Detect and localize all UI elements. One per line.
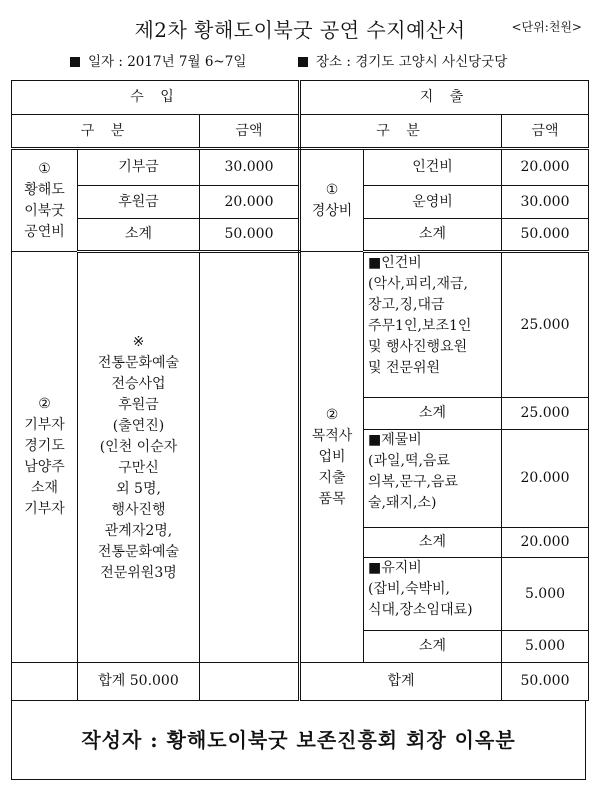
income-item: 기부금 <box>78 149 200 186</box>
expense-item-subtotal: 25.000 <box>502 398 589 430</box>
place-info <box>298 50 507 70</box>
income-group2-label: ② 기부자 경기도 남양주 소재 기부자 <box>12 252 78 663</box>
expense-item-amount: 20.000 <box>502 430 589 528</box>
document-title: 제2차 황해도이북굿 공연 수지예산서 <box>134 18 466 42</box>
expense-item-description: ■제물비 (과일,떡,음료 의복,문구,음료 술,돼지,소) <box>364 430 502 528</box>
income-group1-label: ① 황해도 이북굿 공연비 <box>12 149 78 252</box>
date-text: 일자 : 2017년 7월 6~7일 <box>88 54 247 70</box>
expense-item: 인건비 <box>364 149 502 186</box>
expense-item-subtotal-label: 소계 <box>364 528 502 558</box>
income-total-amount <box>200 663 300 701</box>
income-amount: 30.000 <box>200 149 300 186</box>
income-total: 합계 50.000 <box>78 663 200 701</box>
author-line: 작성자 : 황해도이북굿 보존진흥회 회장 이옥분 <box>11 700 586 780</box>
place-text: 장소 : 경기도 고양시 사신당굿당 <box>316 54 508 70</box>
expense-subtotal-label: 소계 <box>364 219 502 252</box>
income-item: 후원금 <box>78 186 200 219</box>
bullet-square-icon <box>70 57 80 67</box>
income-group2-description: ※ 전통문화예술 전승사업 후원금 (출연진) (인천 이순자 구만신 외 5명, 행사진행 관계자2명, 전통문화예술 전문위원3명 <box>78 252 200 663</box>
expense-item-subtotal: 5.000 <box>502 631 589 663</box>
expense-category-header: 구 분 <box>300 115 502 149</box>
expense-amount: 20.000 <box>502 149 589 186</box>
income-group2-amount <box>200 252 300 663</box>
expense-item: 운영비 <box>364 186 502 219</box>
bullet-square-icon <box>298 57 308 67</box>
expense-amount: 30.000 <box>502 186 589 219</box>
income-category-header: 구 분 <box>12 115 200 149</box>
expense-amount-header: 금액 <box>502 115 589 149</box>
expense-group2-label: ② 목적사 업비 지출 품목 <box>300 252 364 663</box>
income-subtotal-label: 소계 <box>78 219 200 252</box>
income-subtotal: 50.000 <box>200 219 300 252</box>
expense-total-label: 합계 <box>300 663 502 701</box>
expense-item-description: ■인건비 (악사,피리,재금, 장고,징,대금 주무1인,보조1인 및 행사진행요원 및 전문위원 <box>364 252 502 398</box>
expense-item-description: ■유지비 (잡비,숙박비, 식대,장소임대료) <box>364 558 502 631</box>
expense-item-subtotal-label: 소계 <box>364 631 502 663</box>
expense-header: 지 출 <box>300 81 589 115</box>
date-info <box>70 50 246 70</box>
income-amount-header: 금액 <box>200 115 300 149</box>
expense-group1-label: ① 경상비 <box>300 149 364 252</box>
income-amount: 20.000 <box>200 186 300 219</box>
expense-item-amount: 5.000 <box>502 558 589 631</box>
expense-item-subtotal: 20.000 <box>502 528 589 558</box>
income-header: 수 입 <box>12 81 300 115</box>
expense-item-amount: 25.000 <box>502 252 589 398</box>
unit-label: <단위:천원> <box>511 20 582 34</box>
expense-subtotal: 50.000 <box>502 219 589 252</box>
expense-item-subtotal-label: 소계 <box>364 398 502 430</box>
expense-total-amount: 50.000 <box>502 663 589 701</box>
budget-table <box>11 80 589 701</box>
income-total-spacer <box>12 663 78 701</box>
